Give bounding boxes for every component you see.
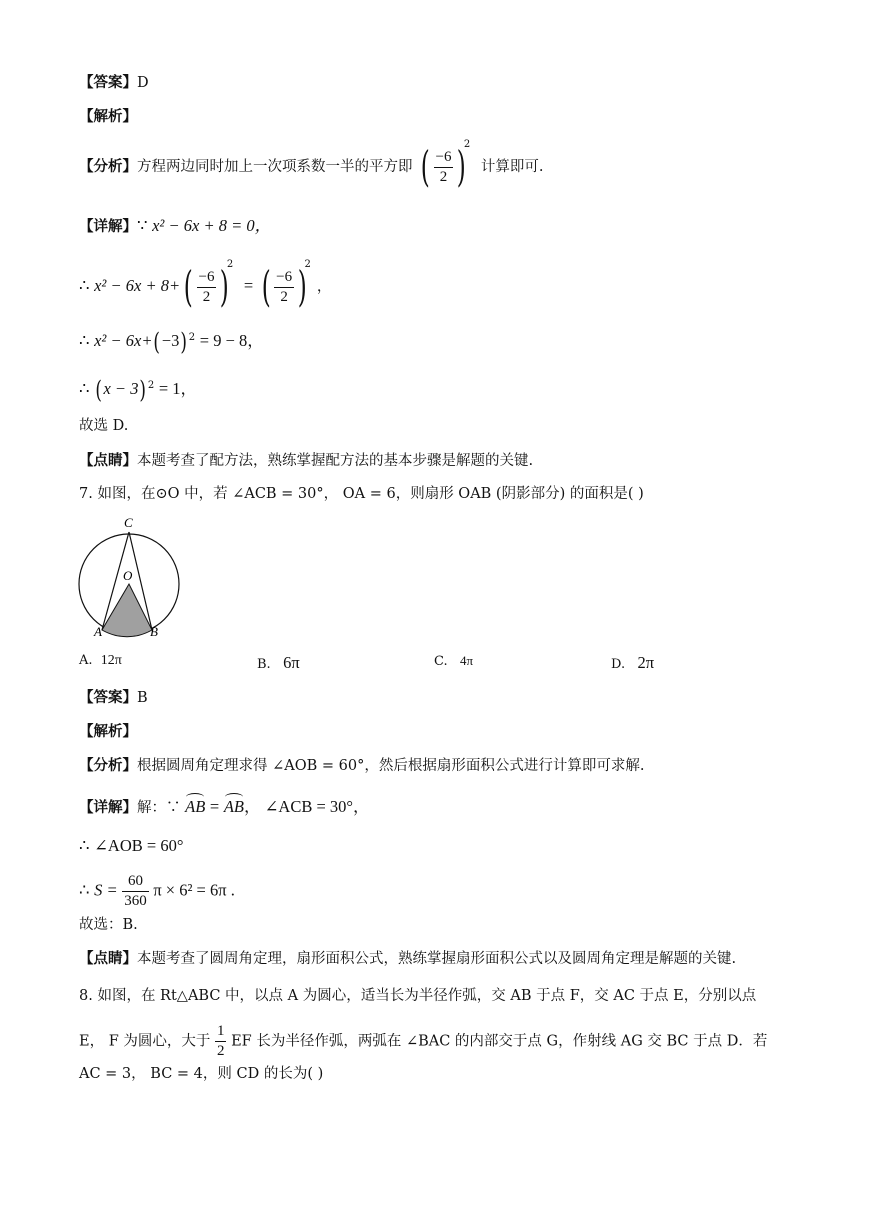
q6-eq3-inner: −3 [161, 330, 180, 350]
q6-analysis-tag: 【解析】 [79, 108, 137, 125]
q6-eq3-line [79, 328, 264, 354]
exponent: 2 [226, 259, 234, 271]
choice-label: B. [257, 657, 271, 672]
left-paren: ( [153, 327, 161, 356]
dianjing-tag: 【点睛】 [79, 950, 137, 967]
right-paren: ) [220, 262, 230, 311]
q6-xiangjie-line [79, 216, 271, 237]
choice-value: 4π [460, 653, 474, 668]
choice-label: A. [79, 653, 93, 668]
therefore-symbol: ∴ [79, 836, 90, 855]
fenxi-tag: 【分析】 [79, 757, 137, 774]
xiangjie-tag: 【详解】 [79, 799, 137, 816]
choice-value: 2π [637, 653, 655, 672]
shaded-sector-oab [102, 584, 152, 637]
left-paren: ( [420, 142, 430, 191]
q6-eq2-left: x² − 6x + 8+ [94, 276, 181, 295]
q7-fraction [122, 872, 149, 911]
left-paren: ( [261, 262, 271, 311]
left-paren: ( [183, 262, 193, 311]
q8-line1: 8. 如图，在 Rt△ABC 中，以点 A 为圆心，适当长为半径作弧，交 AB 于点 F，交 AC 于点 E，分别以点 [79, 988, 757, 1004]
q6-eq1: x² − 6x + 8 = 0， [152, 216, 272, 235]
q6-dianjing-line [79, 451, 533, 471]
fraction-numerator: 60 [122, 872, 149, 892]
half-fraction [215, 1022, 227, 1061]
label-o: O [123, 568, 133, 583]
q7-choose: 故选：B. [79, 917, 138, 933]
fraction-numerator: −6 [434, 148, 454, 168]
left-paren: ( [95, 375, 103, 404]
q6-eq3-right: = 9 − 8， [199, 330, 264, 350]
arc-ab: AB [185, 797, 206, 816]
xiangjie-tag: 【详解】 [79, 218, 137, 235]
answer-tag: 【答案】 [79, 689, 137, 706]
q8-line3: AC = 3， BC = 4，则 CD 的长为( ) [79, 1066, 324, 1082]
q6-eq4-inner: x − 3 [103, 378, 139, 398]
q7-answer-line [79, 688, 148, 708]
q6-fenxi-fraction [434, 148, 454, 187]
fraction-denominator: 2 [439, 168, 448, 185]
q8-line2-pre: E， F 为圆心，大于 [79, 1033, 211, 1050]
q7-dianjing-line [79, 949, 736, 969]
fraction-denominator: 360 [124, 893, 147, 909]
exponent: 2 [463, 139, 471, 151]
choice-d[interactable] [611, 653, 654, 673]
q6-eq3-left: x² − 6x+ [94, 330, 153, 350]
q7-area-line [79, 872, 235, 911]
q7-fenxi-line [79, 756, 644, 776]
comma: ， [316, 279, 332, 295]
q6-fenxi-text: 方程两边同时加上一次项系数一半的平方即 [137, 159, 413, 175]
fraction-denominator: 2 [216, 1043, 225, 1059]
circle-sector-figure [72, 512, 188, 642]
label-c: C [124, 515, 133, 530]
choice-a[interactable] [79, 653, 122, 669]
therefore-symbol: ∴ [79, 378, 90, 398]
choice-label: D. [611, 657, 626, 672]
q6-eq4-line [79, 376, 197, 402]
q6-answer-line [79, 73, 149, 93]
q6-eq2-line [79, 259, 332, 311]
q8-line2 [79, 1022, 767, 1061]
label-a: A [94, 624, 102, 639]
because-symbol: ∵ [137, 216, 148, 235]
q7-xiangjie-line [79, 797, 370, 818]
fraction [274, 268, 294, 307]
choice-b[interactable] [257, 653, 300, 673]
q6-dianjing-text: 本题考查了配方法，熟练掌握配方法的基本步骤是解题的关键. [137, 453, 534, 469]
dianjing-tag: 【点睛】 [79, 452, 137, 469]
fraction-denominator: 2 [202, 288, 211, 305]
q6-choose: 故选 D. [79, 418, 129, 434]
q7-analysis-tag: 【解析】 [79, 723, 137, 740]
fenxi-tag: 【分析】 [79, 158, 137, 175]
q7-fenxi-text: 根据圆周角定理求得 ∠AOB = 60°，然后根据扇形面积公式进行计算即可求解. [137, 758, 645, 774]
choice-value: 12π [100, 653, 122, 668]
q8-line2-post: EF 长为半径作弧，两弧在 ∠BAC 的内部交于点 G，作射线 AG 交 BC 于点 D．若 [231, 1033, 768, 1050]
label-b: B [150, 624, 158, 639]
q7-s-right: π × 6² = 6π . [153, 880, 235, 900]
fraction-numerator: −6 [197, 268, 217, 288]
choice-c[interactable] [434, 653, 473, 669]
fraction-numerator: −6 [274, 268, 294, 288]
answer-tag: 【答案】 [79, 74, 137, 91]
equals: = [243, 276, 254, 295]
q6-answer: D [137, 75, 149, 91]
exponent: 2 [188, 332, 196, 343]
therefore-symbol: ∴ [79, 276, 90, 295]
right-paren: ) [457, 142, 467, 191]
choice-label: C. [434, 654, 448, 669]
right-paren: ) [139, 375, 147, 404]
q7-xiangjie-post: ， ∠ACB = 30°， [243, 797, 370, 816]
q7-dianjing-text: 本题考查了圆周角定理，扇形面积公式，熟练掌握扇形面积公式以及圆周角定理是解题的关键. [137, 951, 737, 967]
q7-stem: 7. 如图，在⊙O 中，若 ∠ACB = 30°， OA = 6，则扇形 OAB (阴影部分) 的面积是( ) [79, 486, 644, 502]
therefore-symbol: ∴ [79, 330, 90, 350]
q6-fenxi-line [79, 139, 544, 191]
q7-s-left: S = [94, 880, 118, 900]
therefore-symbol: ∴ [79, 880, 90, 900]
q7-xiangjie-pre: 解：∵ [137, 800, 181, 816]
fraction-numerator: 1 [215, 1022, 227, 1042]
exponent: 2 [304, 259, 311, 271]
fraction-denominator: 2 [280, 288, 288, 305]
q7-line2 [79, 836, 183, 857]
arc-ab: AB [223, 797, 244, 816]
fraction [197, 268, 217, 307]
exponent: 2 [147, 380, 155, 391]
q6-eq4-right: = 1， [158, 378, 197, 398]
choice-value: 6π [283, 653, 300, 672]
right-paren: ) [180, 327, 188, 356]
right-paren: ) [297, 262, 307, 311]
q7-angle-aob: ∠AOB = 60° [94, 836, 184, 855]
q6-fenxi-after: 计算即可. [480, 159, 544, 175]
equals: = [209, 797, 220, 816]
q7-answer: B [137, 690, 148, 706]
